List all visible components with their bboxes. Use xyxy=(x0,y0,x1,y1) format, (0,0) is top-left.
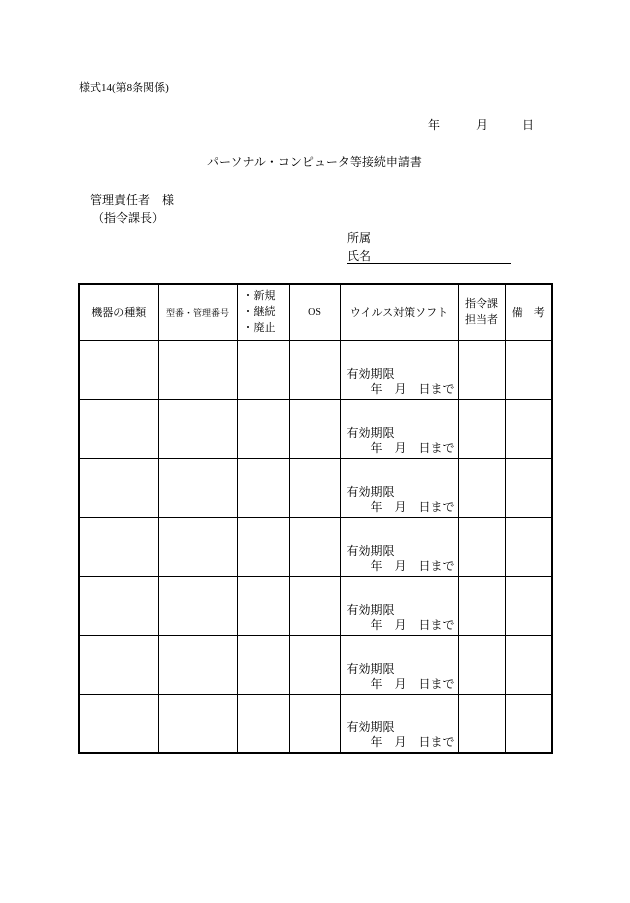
os-cell xyxy=(289,340,340,399)
staff-cell xyxy=(458,517,505,576)
model-number-cell xyxy=(158,694,237,753)
device-type-cell xyxy=(79,576,158,635)
os-cell xyxy=(289,694,340,753)
os-cell xyxy=(289,517,340,576)
status-new: ・新規 xyxy=(242,290,276,303)
header-status xyxy=(237,284,289,340)
status-discontinue: ・廃止 xyxy=(242,322,276,335)
model-number-cell xyxy=(158,399,237,458)
expiry-label: 有効期限 xyxy=(346,425,395,440)
antivirus-cell xyxy=(340,517,458,576)
model-number-cell xyxy=(158,458,237,517)
expiry-label: 有効期限 xyxy=(346,543,395,558)
antivirus-cell xyxy=(340,694,458,753)
status-cell xyxy=(237,340,289,399)
expiry-date: 年 月 日まで xyxy=(370,381,455,396)
table-row xyxy=(79,517,552,576)
expiry-date: 年 月 日まで xyxy=(370,440,455,455)
expiry-date: 年 月 日まで xyxy=(370,499,455,514)
header-model-number: 型番・管理番号 xyxy=(158,284,237,340)
remarks-cell xyxy=(505,517,552,576)
os-cell xyxy=(289,635,340,694)
os-cell xyxy=(289,458,340,517)
header-staff-line-1: 指令課 xyxy=(465,298,498,311)
device-type-cell xyxy=(79,517,158,576)
model-number-cell xyxy=(158,340,237,399)
date-month-label: 月 xyxy=(476,118,489,132)
remarks-cell xyxy=(505,399,552,458)
name-underline xyxy=(347,263,511,264)
header-staff-line-2: 担当者 xyxy=(465,314,498,327)
table-row xyxy=(79,576,552,635)
model-number-cell xyxy=(158,576,237,635)
application-table xyxy=(78,283,553,754)
header-device-type: 機器の種類 xyxy=(79,284,158,340)
staff-cell xyxy=(458,576,505,635)
remarks-cell xyxy=(505,576,552,635)
expiry-date: 年 月 日まで xyxy=(370,735,455,749)
header-remarks: 備 考 xyxy=(505,284,552,340)
expiry-date: 年 月 日まで xyxy=(370,617,455,632)
device-type-cell xyxy=(79,635,158,694)
antivirus-cell xyxy=(340,399,458,458)
staff-cell xyxy=(458,340,505,399)
document-title: パーソナル・コンピュータ等接続申請書 xyxy=(207,155,422,169)
staff-cell xyxy=(458,635,505,694)
table-header-row xyxy=(79,284,552,340)
header-antivirus: ウイルス対策ソフト xyxy=(340,284,458,340)
table-row xyxy=(79,635,552,694)
name-label: 氏名 xyxy=(347,249,372,263)
expiry-date: 年 月 日まで xyxy=(370,558,455,573)
remarks-cell xyxy=(505,340,552,399)
device-type-cell xyxy=(79,340,158,399)
model-number-cell xyxy=(158,635,237,694)
form-number: 様式14(第8条関係) xyxy=(79,82,169,94)
status-continue: ・継続 xyxy=(242,306,276,319)
table-row xyxy=(79,694,552,753)
remarks-cell xyxy=(505,635,552,694)
status-cell xyxy=(237,694,289,753)
expiry-label: 有効期限 xyxy=(346,661,395,676)
model-number-cell xyxy=(158,517,237,576)
addressee-name: 管理責任者 様 xyxy=(90,193,175,207)
device-type-cell xyxy=(79,694,158,753)
device-type-cell xyxy=(79,458,158,517)
staff-cell xyxy=(458,694,505,753)
antivirus-cell xyxy=(340,458,458,517)
status-cell xyxy=(237,517,289,576)
status-cell xyxy=(237,458,289,517)
department-label: 所属 xyxy=(347,231,372,245)
status-cell xyxy=(237,576,289,635)
expiry-date: 年 月 日まで xyxy=(370,676,455,691)
table-row xyxy=(79,458,552,517)
remarks-cell xyxy=(505,458,552,517)
antivirus-cell xyxy=(340,576,458,635)
header-os: OS xyxy=(289,284,340,340)
addressee-role: （指令課長） xyxy=(92,211,165,225)
antivirus-cell xyxy=(340,635,458,694)
status-cell xyxy=(237,399,289,458)
header-staff xyxy=(458,284,505,340)
table-row xyxy=(79,340,552,399)
table-row xyxy=(79,399,552,458)
staff-cell xyxy=(458,458,505,517)
staff-cell xyxy=(458,399,505,458)
expiry-label: 有効期限 xyxy=(346,602,395,617)
expiry-label: 有効期限 xyxy=(346,484,395,499)
os-cell xyxy=(289,576,340,635)
date-year-label: 年 xyxy=(428,118,441,132)
date-day-label: 日 xyxy=(522,118,535,132)
remarks-cell xyxy=(505,694,552,753)
antivirus-cell xyxy=(340,340,458,399)
expiry-label: 有効期限 xyxy=(346,366,395,381)
status-cell xyxy=(237,635,289,694)
os-cell xyxy=(289,399,340,458)
expiry-label: 有効期限 xyxy=(346,720,395,734)
device-type-cell xyxy=(79,399,158,458)
